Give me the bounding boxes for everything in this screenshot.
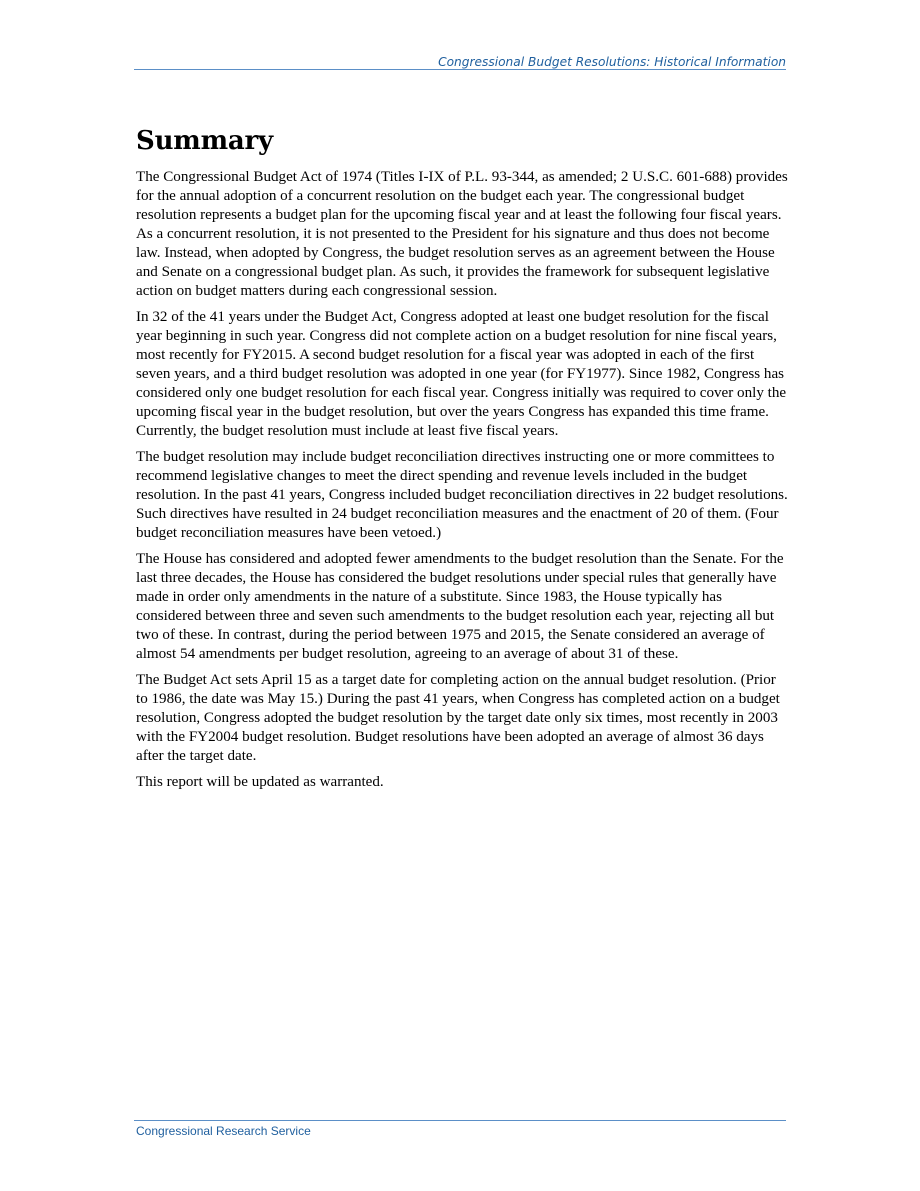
paragraph-amendments: The House has considered and adopted fewer amendments to the budget resolution than the Senate. For the last three decades, the House has considered the budget resolutions under special rules that generally have made in order only amendments in the nature of a substitute. Since 1983, the House typically has considered between three and seven such amendments to the budget resolution each year, rejecting all but two of these. In contrast, during the period between 1975 and 2015, the Senate considered an average of almost 54 amendments per budget resolution, agreeing to an average of about 31 of these. — [136, 551, 784, 662]
paragraph-adoption-history: In 32 of the 41 years under the Budget Act, Congress adopted at least one budget resolution for the fiscal year beginning in such year. Congress did not complete action on a budget resolution for nine fiscal years, most recently for FY2015. A second budget resolution for a fiscal year was adopted in each of the first seven years, and a third budget resolution was adopted in one year (for FY1977). Since 1982, Congress has considered only one budget resolution for each fiscal year. Congress initially was required to cover only the upcoming fiscal year in the budget resolution, but over the years Congress has expanded this time frame. Currently, the budget resolution must include at least five fiscal years. — [136, 309, 787, 439]
running-header: Congressional Budget Resolutions: Historical Information — [438, 55, 786, 69]
paragraph-budget-act: The Congressional Budget Act of 1974 (Titles I-IX of P.L. 93-344, as amended; 2 U.S.C. 601-688) provides for the annual adoption of a concurrent resolution on the budget each year. The congressional budget resolution represents a budget plan for the upcoming fiscal year and at least the following four fiscal years. As a concurrent resolution, it is not presented to the President for his signature and thus does not become law. Instead, when adopted by Congress, the budget resolution serves as an agreement between the House and Senate on a congressional budget plan. As such, it provides the framework for subsequent legislative action on budget matters during each congressional session. — [136, 169, 788, 299]
paragraph-target-date: The Budget Act sets April 15 as a target date for completing action on the annual budget resolution. (Prior to 1986, the date was May 15.) During the past 41 years, when Congress has completed action on a budget resolution, Congress adopted the budget resolution by the target date only six times, most recently in 2003 with the FY2004 budget resolution. Budget resolutions have been adopted an average of almost 36 days after the target date. — [136, 672, 780, 764]
section-title: Summary — [136, 126, 273, 156]
footer-rule — [134, 1120, 786, 1121]
header-rule — [134, 69, 786, 70]
paragraph-reconciliation: The budget resolution may include budget reconciliation directives instructing one or more committees to recommend legislative changes to meet the direct spending and revenue levels included in the budget resolution. In the past 41 years, Congress included budget reconciliation directives in 22 budget resolutions. Such directives have resulted in 24 budget reconciliation measures and the enactment of 20 of them. (Four budget reconciliation measures have been vetoed.) — [136, 449, 788, 541]
paragraph-update-note: This report will be updated as warranted. — [136, 774, 384, 790]
summary-section — [136, 124, 790, 799]
footer-organization: Congressional Research Service — [136, 1124, 311, 1138]
